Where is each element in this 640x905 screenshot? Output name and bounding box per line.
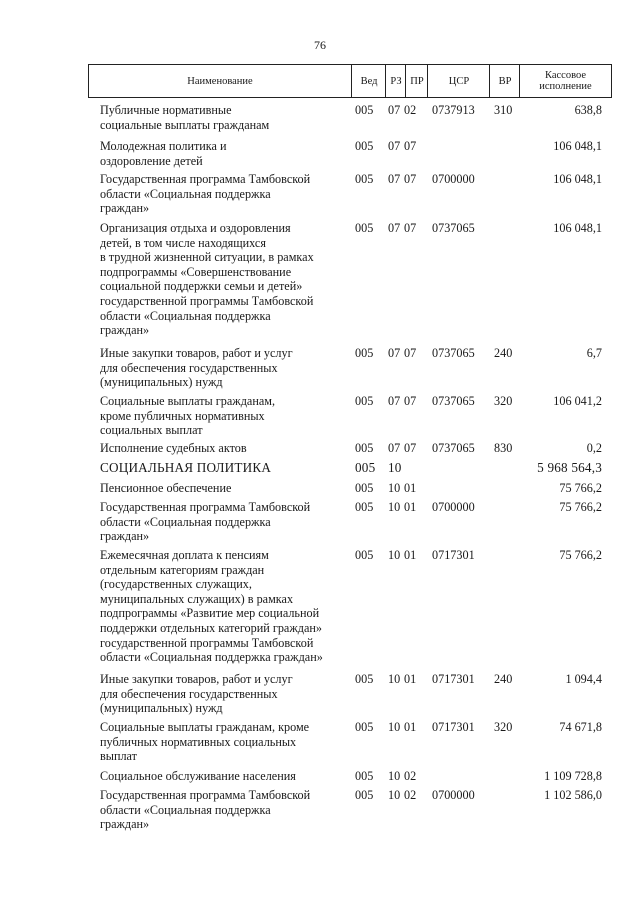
row-pr: 01 — [404, 672, 417, 686]
row-name: СОЦИАЛЬНАЯ ПОЛИТИКА — [100, 460, 272, 475]
header-csr: ЦСР — [427, 65, 490, 97]
row-ved: 005 — [355, 441, 374, 455]
row-ved: 005 — [355, 769, 374, 783]
row-ved: 005 — [355, 720, 374, 734]
row-rz: 10 — [388, 720, 401, 734]
row-name: Иные закупки товаров, работ и услуг для обеспечения государственных (муниципальных) нужд — [100, 346, 293, 390]
row-ved: 005 — [355, 103, 374, 117]
row-vr: 240 — [494, 672, 513, 686]
row-rz: 07 — [388, 394, 401, 408]
row-ved: 005 — [355, 500, 374, 514]
row-amount: 106 048,1 — [553, 172, 602, 186]
row-name: Государственная программа Тамбовской области «Социальная поддержка граждан» — [100, 500, 311, 544]
row-csr: 0700000 — [432, 172, 475, 186]
row-ved: 005 — [355, 672, 374, 686]
row-csr: 0737065 — [432, 394, 475, 408]
row-pr: 07 — [404, 441, 417, 455]
row-ved: 005 — [355, 139, 374, 153]
row-rz: 10 — [388, 548, 401, 562]
row-amount: 6,7 — [586, 346, 602, 360]
row-pr: 07 — [404, 394, 417, 408]
row-vr: 310 — [494, 103, 513, 117]
header-name: Наименование — [187, 75, 253, 87]
page-number: 76 — [314, 38, 326, 52]
row-name: Социальные выплаты гражданам, кроме публичных нормативных социальных выплат — [100, 720, 310, 764]
row-pr: 01 — [404, 548, 417, 562]
row-amount: 1 102 586,0 — [544, 788, 602, 802]
header-amount: Кассовое исполнение — [519, 65, 611, 97]
row-amount: 75 766,2 — [559, 481, 602, 495]
row-rz: 10 — [388, 769, 401, 783]
row-amount: 1 094,4 — [565, 672, 602, 686]
row-amount: 74 671,8 — [559, 720, 602, 734]
row-name: Социальное обслуживание населения — [100, 769, 296, 783]
row-csr: 0700000 — [432, 788, 475, 802]
row-amount: 75 766,2 — [559, 548, 602, 562]
row-amount: 638,8 — [574, 103, 602, 117]
row-amount: 106 048,1 — [553, 221, 602, 235]
header-rz: РЗ — [385, 65, 406, 97]
row-name: Ежемесячная доплата к пенсиям отдельным категориям граждан (государственных служащих, муниципальных служащих) в рамках подпрограммы «Развитие мер социальной поддержки отдельных категорий граждан» государственной программы Тамбовской области «Социальная поддержка граждан» — [100, 548, 323, 665]
row-pr: 07 — [404, 221, 417, 235]
row-csr: 0700000 — [432, 500, 475, 514]
row-rz: 07 — [388, 441, 401, 455]
row-pr: 01 — [404, 500, 417, 514]
row-vr: 830 — [494, 441, 513, 455]
table-header — [88, 64, 612, 98]
row-pr: 02 — [404, 788, 417, 802]
row-csr: 0737065 — [432, 441, 475, 455]
row-name: Государственная программа Тамбовской области «Социальная поддержка граждан» — [100, 788, 311, 832]
row-ved: 005 — [355, 221, 374, 235]
row-name: Социальные выплаты гражданам, кроме публичных нормативных социальных выплат — [100, 394, 276, 438]
row-csr: 0717301 — [432, 672, 475, 686]
row-rz: 10 — [388, 672, 401, 686]
row-rz: 10 — [388, 460, 402, 475]
row-rz: 07 — [388, 103, 401, 117]
row-rz: 10 — [388, 500, 401, 514]
row-name: Исполнение судебных актов — [100, 441, 247, 455]
row-name: Государственная программа Тамбовской области «Социальная поддержка граждан» — [100, 172, 311, 216]
row-rz: 07 — [388, 172, 401, 186]
row-vr: 240 — [494, 346, 513, 360]
row-amount: 106 041,2 — [553, 394, 602, 408]
row-amount: 106 048,1 — [553, 139, 602, 153]
header-pr: ПР — [405, 65, 428, 97]
row-csr: 0717301 — [432, 548, 475, 562]
row-amount: 1 109 728,8 — [544, 769, 602, 783]
row-name: Публичные нормативные социальные выплаты гражданам — [100, 103, 270, 132]
row-pr: 07 — [404, 172, 417, 186]
row-ved: 005 — [355, 460, 376, 475]
row-rz: 10 — [388, 481, 401, 495]
row-csr: 0737065 — [432, 346, 475, 360]
row-ved: 005 — [355, 548, 374, 562]
row-pr: 07 — [404, 346, 417, 360]
row-rz: 07 — [388, 221, 401, 235]
row-csr: 0717301 — [432, 720, 475, 734]
row-ved: 005 — [355, 788, 374, 802]
row-name: Пенсионное обеспечение — [100, 481, 232, 495]
row-pr: 01 — [404, 481, 417, 495]
row-pr: 02 — [404, 769, 417, 783]
row-name: Организация отдыха и оздоровления детей, в том числе находящихся в трудной жизненной ситуации, в рамках подпрограммы «Совершенствование социальной поддержки семьи и детей» государственной программы Тамбовской области «Социальная поддержка граждан» — [100, 221, 314, 338]
row-rz: 07 — [388, 346, 401, 360]
row-name: Иные закупки товаров, работ и услуг для обеспечения государственных (муниципальных) нужд — [100, 672, 293, 716]
row-amount: 5 968 564,3 — [537, 460, 602, 475]
row-rz: 10 — [388, 788, 401, 802]
row-csr: 0737913 — [432, 103, 475, 117]
row-vr: 320 — [494, 394, 513, 408]
header-vr: ВР — [489, 65, 520, 97]
row-ved: 005 — [355, 394, 374, 408]
row-ved: 005 — [355, 481, 374, 495]
row-ved: 005 — [355, 346, 374, 360]
row-vr: 320 — [494, 720, 513, 734]
row-name: Молодежная политика и оздоровление детей — [100, 139, 227, 168]
row-ved: 005 — [355, 172, 374, 186]
row-pr: 01 — [404, 720, 417, 734]
header-ved: Вед — [351, 65, 386, 97]
row-pr: 07 — [404, 139, 417, 153]
row-csr: 0737065 — [432, 221, 475, 235]
row-pr: 02 — [404, 103, 417, 117]
row-amount: 75 766,2 — [559, 500, 602, 514]
row-amount: 0,2 — [586, 441, 602, 455]
row-rz: 07 — [388, 139, 401, 153]
